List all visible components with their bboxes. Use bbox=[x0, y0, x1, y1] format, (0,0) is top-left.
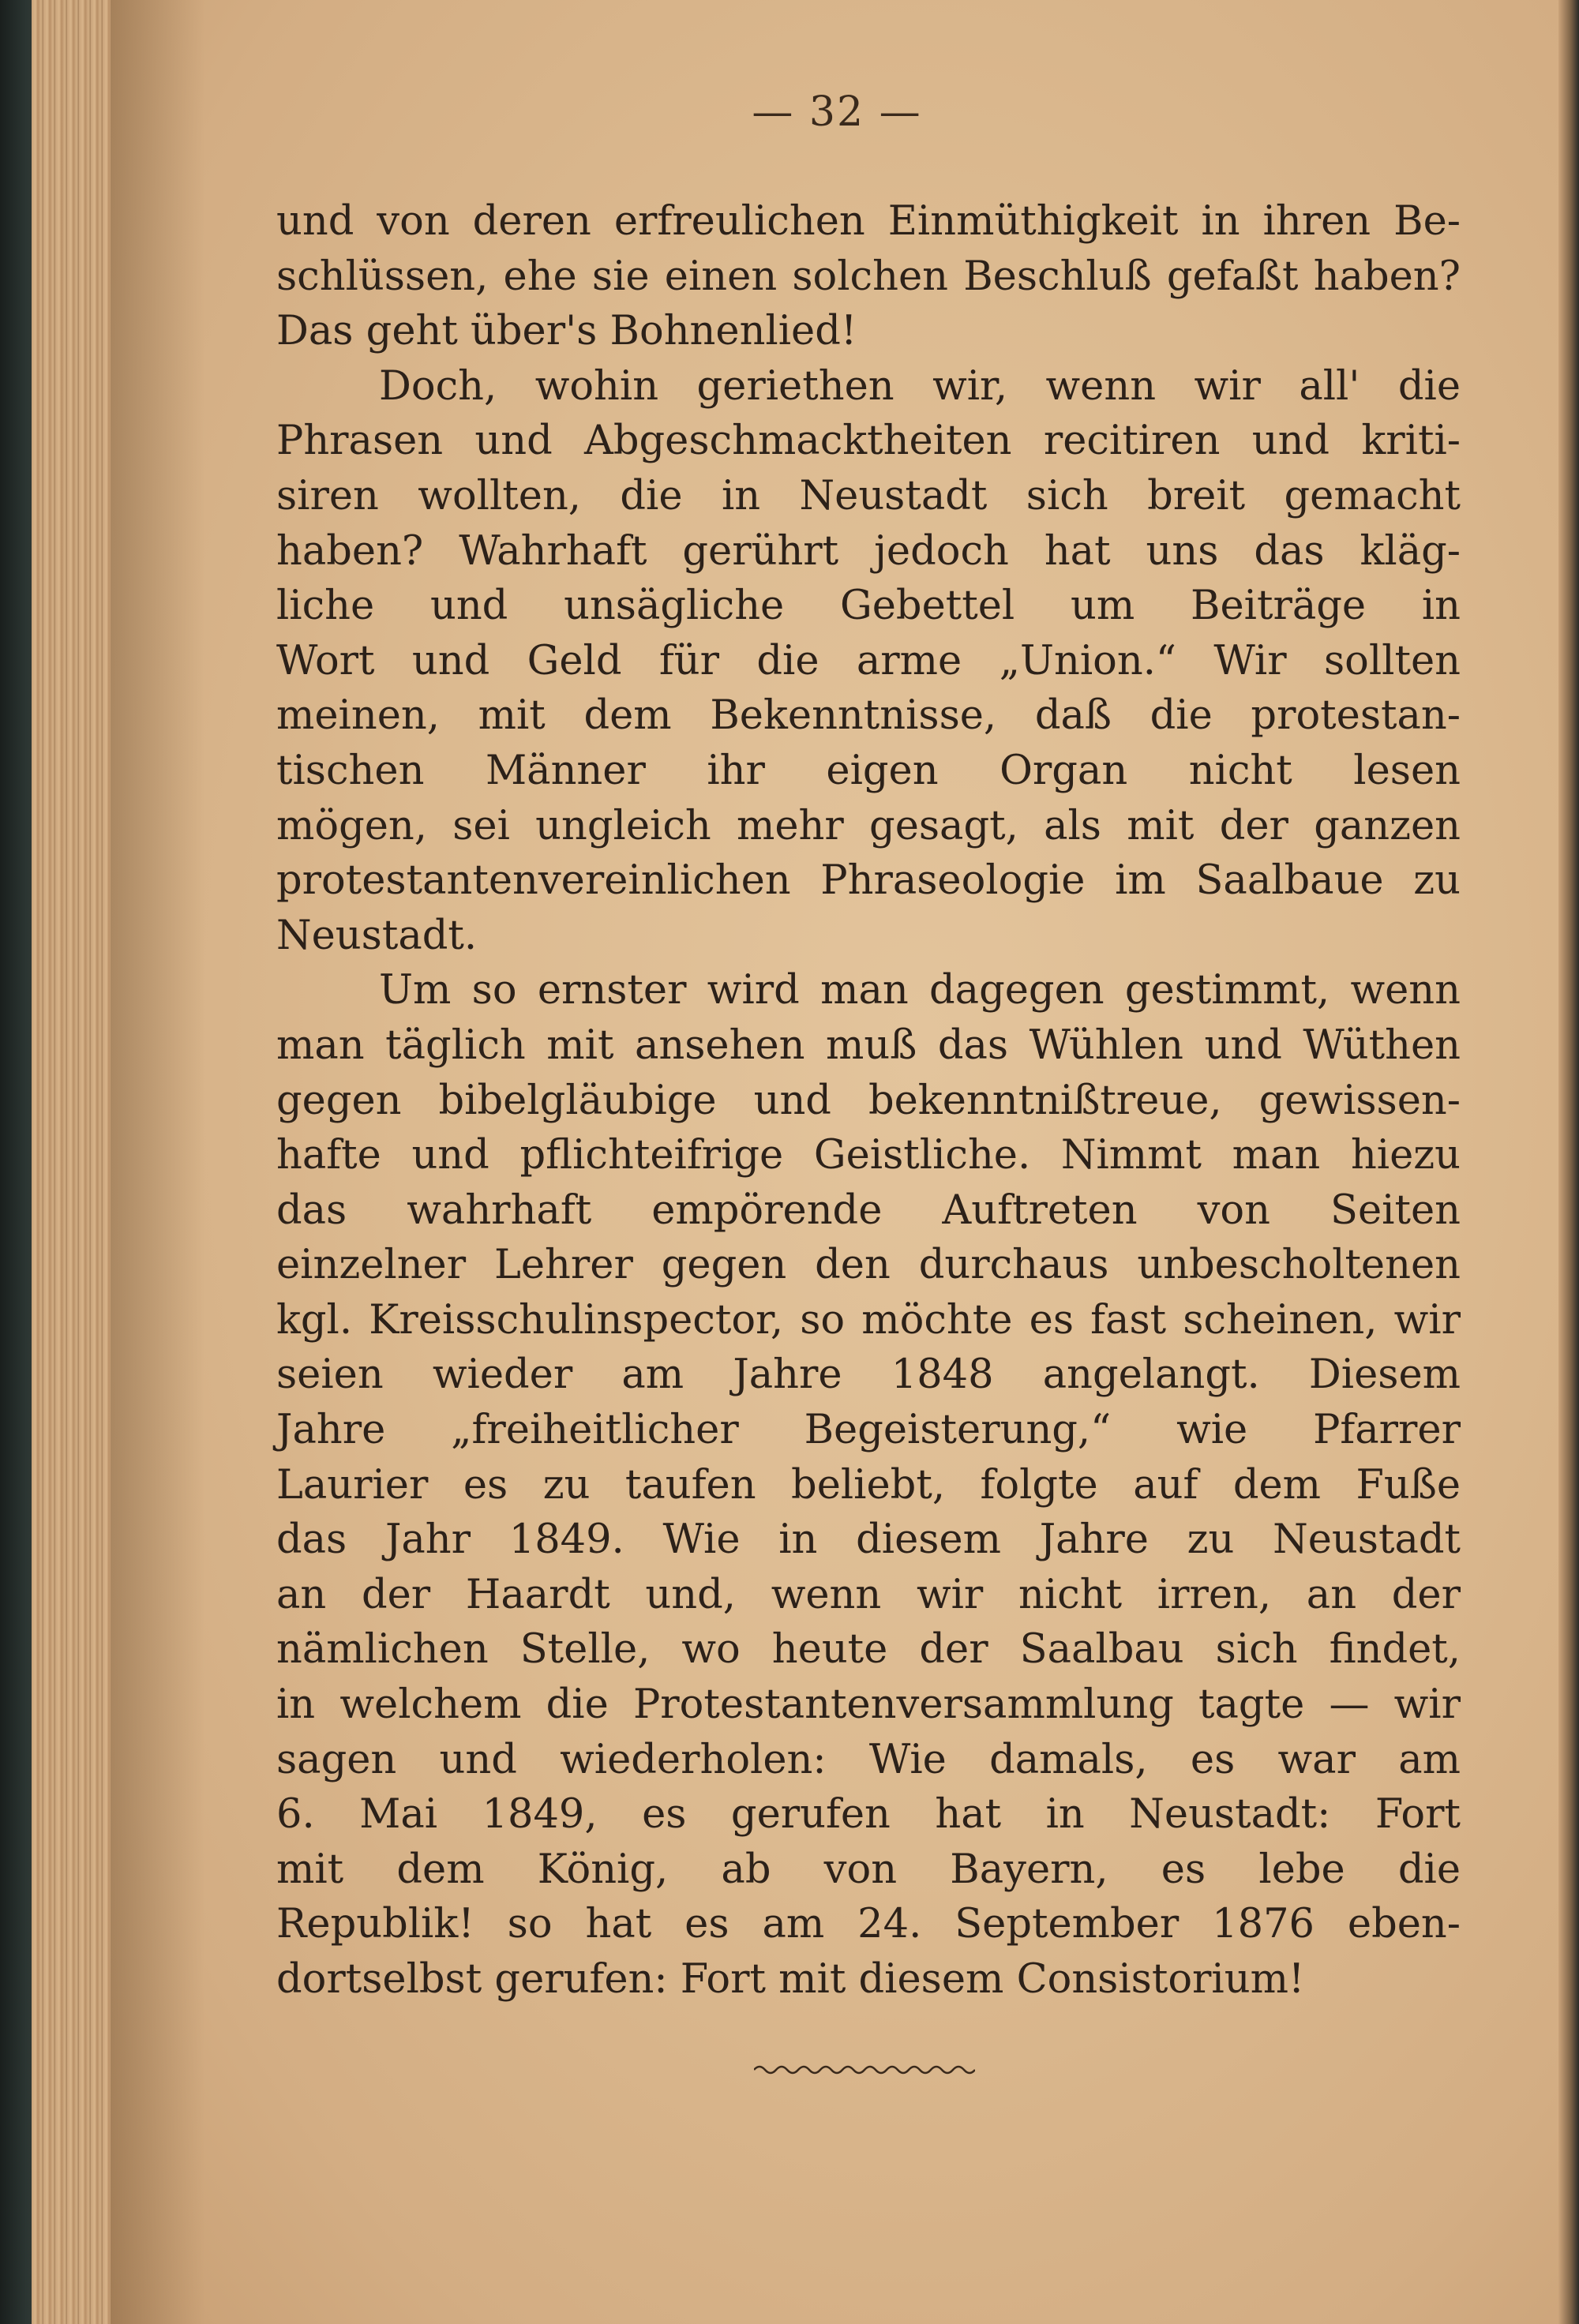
text-line: Phrasen und Abgeschmacktheiten recitiren und kriti- bbox=[276, 418, 1461, 465]
text-line: das Jahr 1849. Wie in diesem Jahre zu Neustadt bbox=[276, 1516, 1461, 1564]
text-line: 6. Mai 1849, es gerufen hat in Neustadt: Fort bbox=[276, 1791, 1461, 1839]
text-line: Wort und Geld für die arme „Union.“ Wir sollten bbox=[276, 637, 1461, 684]
text-line: mit dem König, ab von Bayern, es lebe die bbox=[276, 1846, 1461, 1893]
text-line: protestantenvereinlichen Phraseologie im Saalbaue zu bbox=[276, 857, 1461, 905]
text-line: Doch, wohin geriethen wir, wenn wir all' die bbox=[379, 362, 1461, 410]
text-line: einzelner Lehrer gegen den durchaus unbescholtenen bbox=[276, 1242, 1461, 1289]
text-line: hafte und pflichteifrige Geistliche. Nimmt man hiezu bbox=[276, 1132, 1461, 1179]
text-line: sagen und wiederholen: Wie damals, es war am bbox=[276, 1736, 1461, 1783]
text-line: meinen, mit dem Bekenntnisse, daß die protestan- bbox=[276, 692, 1461, 740]
page-right-edge bbox=[1558, 0, 1579, 2324]
text-line: mögen, sei ungleich mehr gesagt, als mit der ganzen bbox=[276, 802, 1461, 849]
text-line: nämlichen Stelle, wo heute der Saalbau sich findet, bbox=[276, 1626, 1461, 1674]
text-line: Neustadt. bbox=[276, 912, 478, 959]
text-line: tischen Männer ihr eigen Organ nicht lesen bbox=[276, 747, 1461, 794]
text-line: Das geht über's Bohnenlied! bbox=[276, 308, 857, 355]
wavy-rule-ornament bbox=[754, 2060, 975, 2079]
text-line: haben? Wahrhaft gerührt jedoch hat uns das kläg- bbox=[276, 527, 1461, 575]
text-line: kgl. Kreisschulinspector, so möchte es fast scheinen, wir bbox=[276, 1296, 1461, 1344]
text-line: Jahre „freiheitlicher Begeisterung,“ wie Pfarrer bbox=[276, 1407, 1461, 1454]
text-line: Um so ernster wird man dagegen gestimmt, wenn bbox=[379, 967, 1461, 1014]
text-line: liche und unsägliche Gebettel um Beiträge in bbox=[276, 583, 1461, 630]
text-line: Laurier es zu taufen beliebt, folgte auf dem Fuße bbox=[276, 1461, 1461, 1509]
page-number: — 32 — bbox=[752, 88, 922, 136]
text-line: an der Haardt und, wenn wir nicht irren, an der bbox=[276, 1571, 1461, 1618]
text-line: in welchem die Protestantenversammlung tagte — wir bbox=[276, 1681, 1461, 1729]
text-line: man täglich mit ansehen muß das Wühlen und Wüthen bbox=[276, 1021, 1461, 1069]
text-line: seien wieder am Jahre 1848 angelangt. Diesem bbox=[276, 1351, 1461, 1399]
text-line: schlüssen, ehe sie einen solchen Beschluß gefaßt haben? bbox=[276, 253, 1461, 300]
text-line: und von deren erfreulichen Einmüthigkeit in ihren Be- bbox=[276, 198, 1461, 245]
body-text bbox=[276, 194, 1461, 2007]
text-line: Republik! so hat es am 24. September 1876 eben- bbox=[276, 1901, 1461, 1948]
gutter-shadow bbox=[111, 0, 205, 2324]
text-line: siren wollten, die in Neustadt sich breit gemacht bbox=[276, 472, 1461, 519]
text-line: dortselbst gerufen: Fort mit diesem Consistorium! bbox=[276, 1956, 1305, 2003]
text-line: das wahrhaft empörende Auftreten von Seiten bbox=[276, 1186, 1461, 1234]
text-line: gegen bibelgläubige und bekenntnißtreue, gewissen- bbox=[276, 1077, 1461, 1124]
